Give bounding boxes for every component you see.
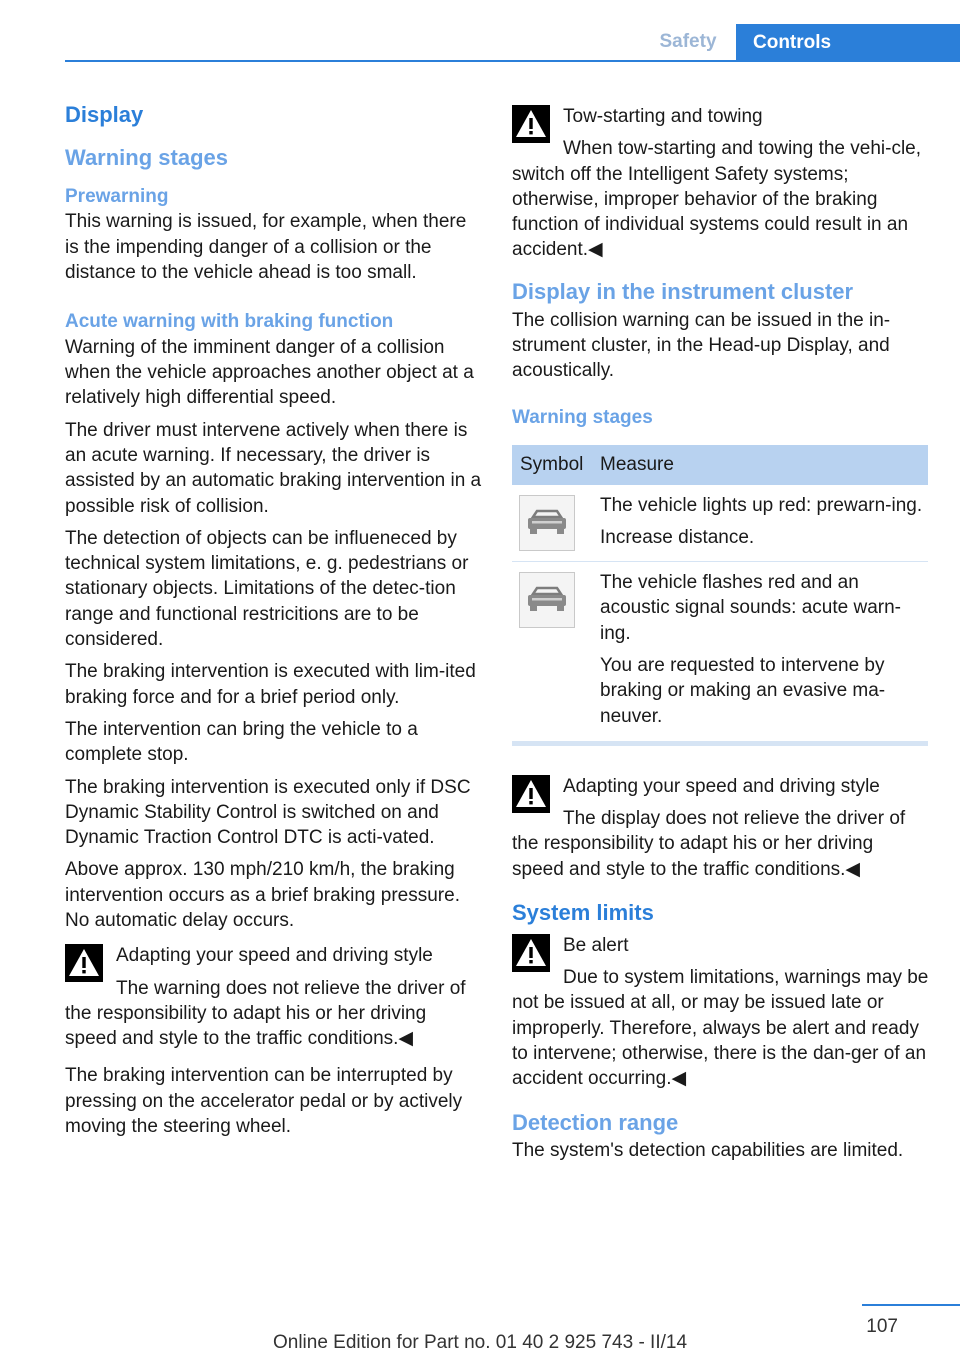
warning-stages-table bbox=[512, 445, 928, 746]
heading-system-limits: System limits bbox=[512, 900, 654, 926]
table-header bbox=[512, 445, 928, 485]
heading-warning-stages: Warning stages bbox=[65, 144, 228, 170]
column-header-measure: Measure bbox=[600, 454, 674, 476]
warning-triangle-icon bbox=[65, 944, 103, 982]
column-header-symbol: Symbol bbox=[520, 454, 584, 476]
footer-rule bbox=[862, 1304, 960, 1306]
table-row bbox=[512, 562, 928, 741]
page-header bbox=[0, 0, 960, 62]
warning-triangle-icon bbox=[512, 934, 550, 972]
paragraph: The intervention can bring the vehicle to a complete stop. bbox=[65, 718, 418, 766]
measure-text: Increase distance. bbox=[600, 527, 755, 549]
warning-block-towing bbox=[512, 104, 930, 263]
section-tab-safety: Safety bbox=[659, 31, 717, 52]
warning-title: Adapting your speed and driving style bbox=[563, 775, 880, 797]
heading-display: Display bbox=[65, 102, 144, 127]
header-rule bbox=[65, 60, 960, 62]
warning-title: Be alert bbox=[563, 934, 629, 956]
paragraph: The braking intervention is executed with lim‐ited braking force and for a brief period only. bbox=[65, 661, 476, 708]
warning-triangle-icon bbox=[512, 105, 550, 143]
paragraph: The driver must intervene actively when there is an acute warning. If necessary, the driver is assisted by an automatic braking intervention in a possible risk of collision. bbox=[65, 419, 482, 517]
paragraph-detection-range: The system's detection capabilities are limited. bbox=[512, 1140, 904, 1162]
heading-prewarning: Prewarning bbox=[65, 185, 169, 207]
right-column bbox=[512, 100, 930, 1164]
paragraph: The braking intervention can be interrupted by pressing on the accelerator pedal or by actively moving the steering wheel. bbox=[65, 1065, 463, 1138]
paragraph: Above approx. 130 mph/210 km/h, the braking intervention occurs as a brief braking pressure. No automatic delay occurs. bbox=[65, 859, 460, 931]
warning-body: Due to system limitations, warnings may be not be issued at all, or may be issued late or improperly. Therefore, always be alert and ready to intervene; otherwise, there is the dan‐ger of an accident occurring.◀ bbox=[512, 967, 929, 1090]
car-warning-icon bbox=[519, 572, 575, 628]
warning-block-speed bbox=[65, 943, 483, 1051]
chapter-tab-controls: Controls bbox=[736, 24, 960, 62]
paragraph: The detection of objects can be influeneced by technical system limitations, e. g. pedestrians or stationary objects. Limitations of the detec‐tion range and functional restricitions are to be considered. bbox=[65, 527, 469, 651]
table-bottom-rule bbox=[512, 741, 928, 746]
warning-block-speed-display bbox=[512, 774, 930, 882]
car-front-icon bbox=[523, 508, 571, 538]
measure-text: The vehicle lights up red: prewarn‐ing. bbox=[600, 495, 923, 517]
page-number: 107 bbox=[866, 1316, 898, 1337]
left-column bbox=[65, 100, 483, 1139]
warning-body: The display does not relieve the driver of the responsibility to adapt his or her driving speed and style to the traffic conditions.◀ bbox=[512, 808, 906, 880]
warning-block-be-alert bbox=[512, 933, 930, 1092]
heading-detection-range: Detection range bbox=[512, 1109, 679, 1135]
paragraph: The braking intervention is executed only if DSC Dynamic Stability Control is switched on and Dynamic Traction Control DTC is acti‐vated. bbox=[65, 776, 471, 849]
car-front-icon bbox=[523, 585, 571, 615]
paragraph: Warning of the imminent danger of a collision when the vehicle approaches another object at a relatively high differential speed. bbox=[65, 336, 474, 409]
car-warning-icon bbox=[519, 495, 575, 551]
paragraph-instrument-cluster: The collision warning can be issued in the in‐strument cluster, in the Head-up Display, and acoustically. bbox=[512, 309, 891, 382]
warning-body: When tow-starting and towing the vehi‐cle, switch off the Intelligent Safety systems; otherwise, improper behavior of the braking function of individual systems could result in an accident.◀ bbox=[512, 138, 922, 261]
paragraph-prewarning: This warning is issued, for example, when there is the impending danger of a collision or the distance to the vehicle ahead is too small. bbox=[65, 211, 467, 283]
measure-text: The vehicle flashes red and an acoustic signal sounds: acute warn‐ing. bbox=[600, 572, 901, 644]
heading-acute-warning: Acute warning with braking function bbox=[65, 311, 394, 333]
warning-title: Adapting your speed and driving style bbox=[116, 945, 433, 967]
heading-instrument-cluster: Display in the instrument cluster bbox=[512, 278, 854, 304]
heading-warning-stages-table: Warning stages bbox=[512, 407, 653, 429]
warning-body: The warning does not relieve the driver of the responsibility to adapt his or her driving speed and style to the traffic conditions.◀ bbox=[65, 977, 466, 1050]
edition-note: Online Edition for Part no. 01 40 2 925 743 - II/14 bbox=[272, 1332, 688, 1353]
warning-title: Tow-starting and towing bbox=[563, 106, 763, 127]
warning-triangle-icon bbox=[512, 775, 550, 813]
table-row bbox=[512, 485, 928, 562]
measure-text: You are requested to intervene by braking or making an evasive ma‐neuver. bbox=[600, 655, 886, 727]
